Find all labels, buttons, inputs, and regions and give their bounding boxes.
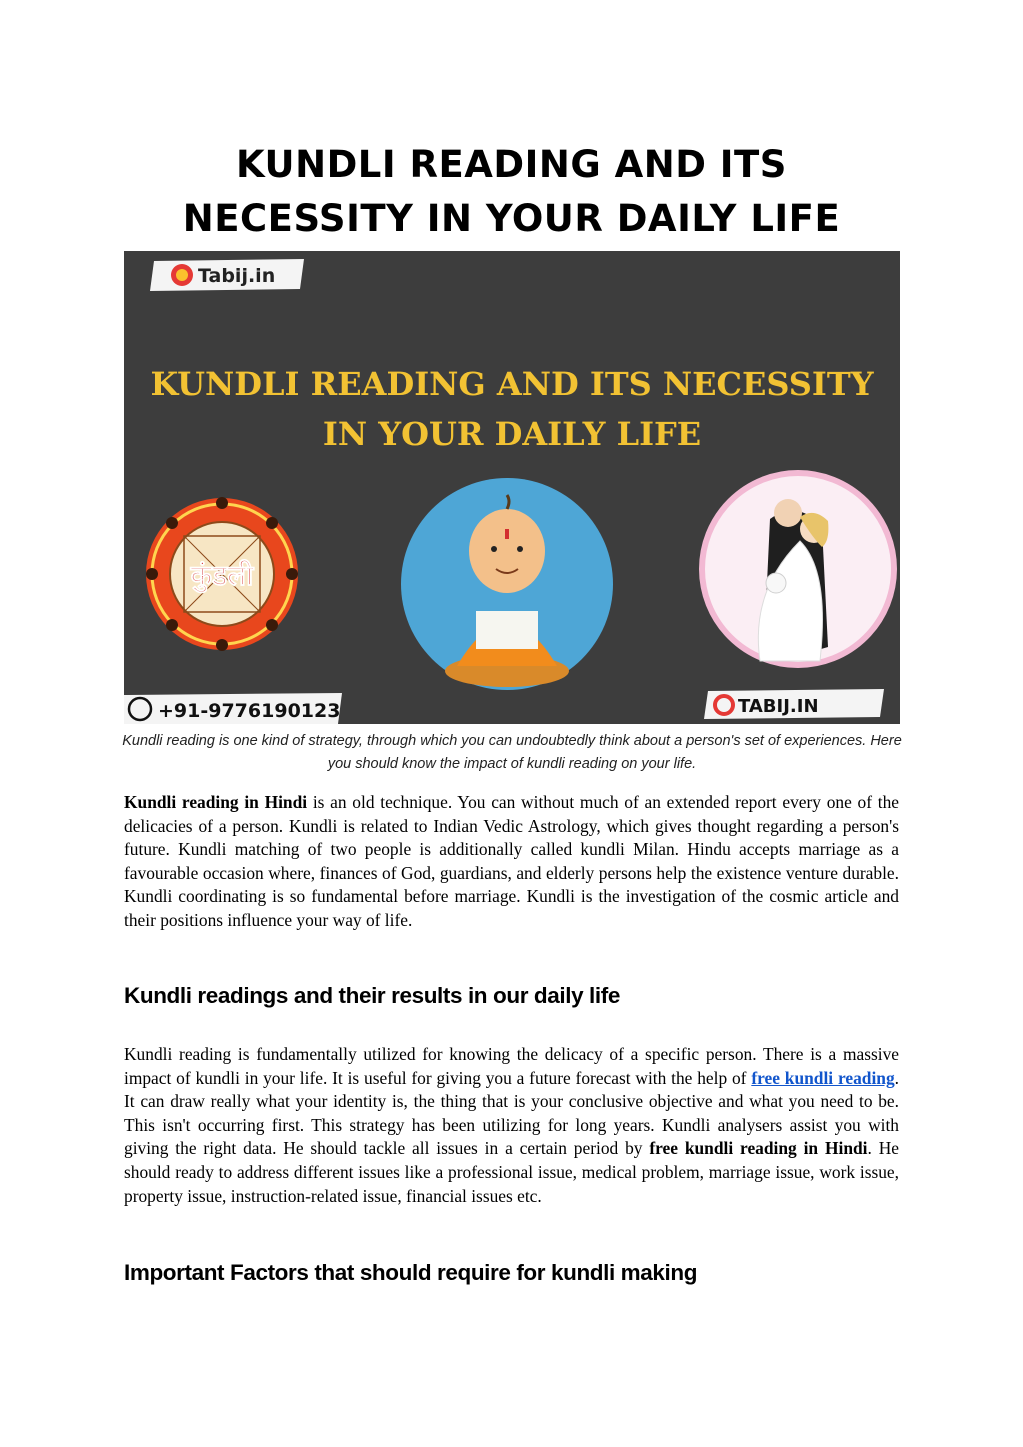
section-heading-results: Kundli readings and their results in our daily life	[124, 983, 620, 1008]
image-caption: Kundli reading is one kind of strategy, through which you can undoubtedly think about a person's set of experiences. Here you should know the impact of kundli reading on your life.	[122, 733, 902, 772]
paragraph-results	[124, 1043, 899, 1208]
free-kundli-reading-link[interactable]: free kundli reading	[751, 1067, 895, 1088]
banner-phone: +91-9776190123	[158, 700, 341, 722]
banner-headline-line1: KUNDLI READING AND ITS NECESSITY	[150, 365, 874, 403]
brand-top-text: Tabij.in	[198, 265, 276, 287]
banner-graphic	[124, 251, 900, 724]
page-title-line2: NECESSITY IN YOUR DAILY LIFE	[182, 197, 841, 240]
banner-headline-line2: IN YOUR DAILY LIFE	[322, 415, 702, 453]
pandit-illustration	[401, 478, 613, 690]
intro-bold-lead: Kundli reading in Hindi	[124, 792, 308, 812]
results-text-part2: . It can draw really what your identity is, the thing that is your conclusive objective and what you need to be. This isn't occurring first. This strategy has been utilizing for long years. Kundli analysers assist you with giving the right data. He should tackle all issues in a certain period by	[124, 1067, 900, 1159]
page-title	[0, 138, 1023, 246]
kundli-label: कुंडली	[190, 559, 254, 592]
results-text-part3: . He should ready to address different issues like a professional issue, medical problem, marriage issue, work issue, property issue, instruction-related issue, financial issues etc.	[124, 1138, 899, 1206]
banner-image	[124, 251, 900, 724]
zodiac-wheel-icon	[146, 497, 298, 651]
brand-bottom-text: TABIJ.IN	[738, 696, 819, 717]
section-heading-factors: Important Factors that should require for kundli making	[124, 1260, 698, 1285]
paragraph-intro	[124, 791, 899, 933]
intro-text: is an old technique. You can without much of an extended report every one of the delicacies of a person. Kundli is related to Indian Vedic Astrology, which gives thought regarding a person's future. Kundli matching of two people is additionally called kundli Milan. Hindu accepts marriage as a favourable occasion where, finances of God, guardians, and elderly persons help the existence venture durable. Kundli coordinating is so fundamental before marriage. Kundli is the investigation of the cosmic article and their positions influence your way of life.	[124, 792, 899, 930]
page-title-line1: KUNDLI READING AND ITS	[236, 143, 787, 186]
results-bold: free kundli reading in Hindi	[649, 1138, 868, 1159]
wedding-couple-illustration	[702, 473, 894, 665]
results-text-part1: Kundli reading is fundamentally utilized for knowing the delicacy of a specific person. There is a massive impact of kundli in your life. It is useful for giving you a future forecast with the help of	[124, 1044, 899, 1088]
